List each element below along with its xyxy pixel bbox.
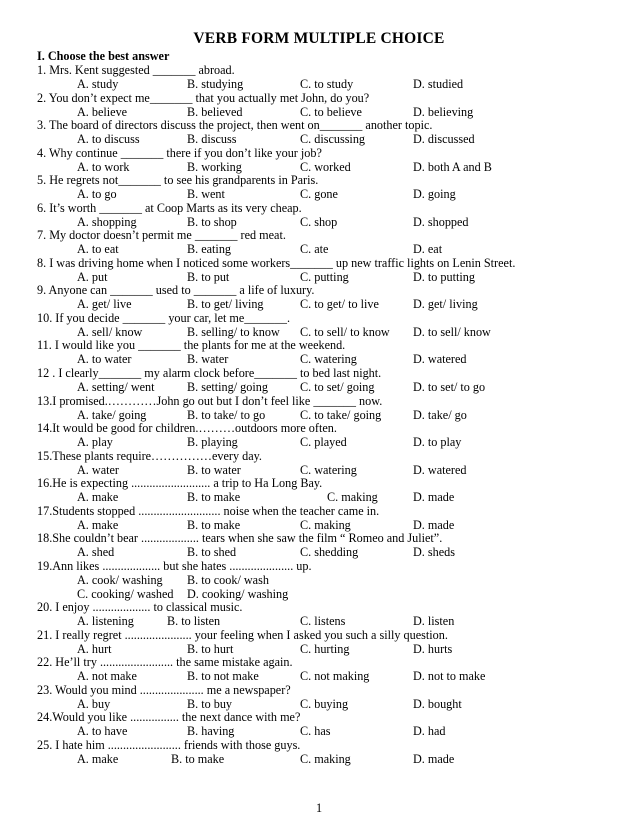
question-item: [37, 558, 627, 601]
answer-option[interactable]: A. sell/ know: [77, 324, 143, 339]
answer-option[interactable]: B. setting/ going: [187, 379, 268, 394]
question-stem: 9. Anyone can _______ used to _______ a life of luxury.: [37, 283, 315, 298]
answer-option[interactable]: D. eat: [413, 242, 443, 257]
answer-option[interactable]: A. listening: [77, 614, 134, 629]
answer-option[interactable]: A. put: [77, 269, 108, 284]
question-item: [37, 504, 627, 533]
answer-option[interactable]: C. to take/ going: [300, 407, 382, 422]
answer-option[interactable]: A. to water: [77, 352, 132, 367]
page-number: 1: [315, 801, 323, 815]
question-item: [37, 600, 627, 629]
answer-option[interactable]: A. make: [77, 517, 119, 532]
answer-option[interactable]: C. hurting: [300, 641, 350, 656]
answer-option[interactable]: D. to set/ to go: [413, 379, 486, 394]
answer-option[interactable]: B. believed: [187, 104, 243, 119]
answer-option[interactable]: B. to hurt: [187, 641, 234, 656]
answer-option[interactable]: C. making: [300, 517, 351, 532]
question-item: [37, 531, 627, 560]
answer-option[interactable]: B. to cook/ wash: [187, 572, 269, 587]
answer-option[interactable]: C. watering: [300, 462, 357, 477]
answer-option[interactable]: B. to water: [187, 462, 241, 477]
question-item: [37, 476, 627, 505]
question-item: [37, 63, 627, 92]
answer-option[interactable]: A. buy: [77, 696, 111, 711]
answer-option[interactable]: B. eating: [187, 242, 232, 257]
question-stem: 1. Mrs. Kent suggested _______ abroad.: [37, 63, 235, 77]
answer-option[interactable]: B. to take/ to go: [187, 407, 266, 422]
answer-option[interactable]: C. to get/ to live: [300, 297, 379, 312]
answer-option[interactable]: C. listens: [300, 614, 346, 629]
question-stem: 23. Would you mind ..................... me a newspaper?: [37, 682, 291, 697]
question-stem: 3. The board of directors discuss the project, then went on_______ another topic.: [37, 118, 433, 133]
answer-option[interactable]: C. worked: [300, 159, 351, 174]
answer-option[interactable]: B. to get/ living: [187, 297, 264, 312]
question-stem: 12 . I clearly_______ my alarm clock before_______ to bed last night.: [37, 365, 382, 380]
answer-option[interactable]: B. to shop: [187, 214, 237, 229]
answer-option[interactable]: C. not making: [300, 669, 370, 684]
question-stem: 19.Ann likes ................... but she hates ..................... up.: [37, 558, 312, 573]
answer-option[interactable]: D. to sell/ know: [413, 324, 491, 339]
question-item: [37, 118, 627, 147]
answer-option[interactable]: D. sheds: [413, 545, 455, 560]
question-item: [37, 228, 627, 257]
answer-option[interactable]: B. to make: [187, 490, 241, 505]
question-stem: 17.Students stopped ........................... noise when the teacher came in.: [37, 503, 380, 518]
answer-option[interactable]: D. made: [413, 517, 455, 532]
answer-option[interactable]: B. to buy: [187, 696, 233, 711]
question-stem: 4. Why continue _______ there if you don’t like your job?: [37, 145, 322, 160]
question-stem: 18.She couldn’t bear ................... tears when she saw the film “ Romeo and Juliet”.: [37, 531, 443, 546]
answer-option[interactable]: C. ate: [300, 242, 329, 257]
answer-option[interactable]: D. shopped: [413, 214, 469, 229]
answer-option[interactable]: A. study: [77, 77, 119, 91]
answer-option[interactable]: B. working: [187, 159, 242, 174]
question-stem: 16.He is expecting .......................... a trip to Ha Long Bay.: [37, 476, 323, 491]
answer-option[interactable]: B. playing: [187, 435, 238, 450]
answer-option[interactable]: D. to play: [413, 435, 462, 450]
answer-option[interactable]: D. studied: [413, 77, 464, 91]
answer-option[interactable]: B. to make: [171, 751, 225, 766]
question-stem: 10. If you decide _______ your car, let me_______.: [37, 310, 291, 325]
answer-option[interactable]: A. to have: [77, 724, 128, 739]
answer-option[interactable]: D. listen: [413, 614, 455, 629]
question-stem: 11. I would like you _______ the plants for me at the weekend.: [37, 338, 346, 353]
answer-option[interactable]: A. make: [77, 751, 119, 766]
answer-option[interactable]: D. made: [413, 490, 455, 505]
answer-option[interactable]: D. watered: [413, 352, 467, 367]
answer-option[interactable]: B. discuss: [187, 132, 237, 147]
answer-option[interactable]: A. cook/ washing: [77, 572, 163, 587]
answer-option[interactable]: B. having: [187, 724, 235, 739]
answer-option[interactable]: A. to eat: [77, 242, 119, 257]
answer-option[interactable]: D. had: [413, 724, 446, 739]
question-stem: 8. I was driving home when I noticed some workers_______ up new traffic lights on Lenin Street.: [37, 255, 516, 270]
question-item: [37, 338, 627, 367]
question-stem: 2. You don’t expect me_______ that you actually met John, do you?: [37, 90, 370, 105]
answer-option[interactable]: D. to putting: [413, 269, 475, 284]
question-stem: 21. I really regret ...................... your feeling when I asked you such a silly question.: [37, 627, 448, 642]
question-item: [37, 421, 627, 450]
question-stem: 14.It would be good for children.………outdoors more often.: [37, 421, 337, 436]
answer-option[interactable]: D. both A and B: [413, 159, 492, 174]
question-stem: 22. He’ll try ........................ the same mistake again.: [37, 655, 293, 670]
answer-option[interactable]: D. made: [413, 751, 455, 766]
answer-option[interactable]: D. not to make: [413, 669, 486, 684]
answer-option[interactable]: A. to discuss: [77, 132, 140, 147]
answer-option[interactable]: C. buying: [300, 696, 349, 711]
answer-option[interactable]: A. believe: [77, 104, 128, 119]
answer-option[interactable]: D. discussed: [413, 132, 475, 147]
question-stem: 25. I hate him ........................ friends with those guys.: [37, 737, 301, 752]
answer-option[interactable]: D. going: [413, 187, 456, 202]
answer-option[interactable]: A. hurt: [77, 641, 112, 656]
question-item: [37, 366, 627, 395]
answer-option[interactable]: B. to make: [187, 517, 241, 532]
question-item: [37, 201, 627, 230]
answer-option[interactable]: C. to sell/ to know: [300, 324, 390, 339]
answer-option[interactable]: A. to work: [77, 159, 130, 174]
page-title: VERB FORM MULTIPLE CHOICE: [193, 30, 445, 47]
answer-option[interactable]: B. water: [187, 352, 229, 367]
question-item: [37, 173, 627, 202]
answer-option[interactable]: C. has: [300, 724, 331, 739]
question-stem: 13.I promised.…………John go out but I don’t feel like _______ now.: [37, 393, 383, 408]
answer-option[interactable]: A. take/ going: [77, 407, 147, 422]
answer-option[interactable]: A. not make: [77, 669, 137, 684]
answer-option[interactable]: C. putting: [300, 269, 349, 284]
answer-option[interactable]: A. setting/ went: [77, 379, 155, 394]
answer-option[interactable]: B. selling/ to know: [187, 324, 280, 339]
answer-option[interactable]: D. bought: [413, 696, 462, 711]
answer-option[interactable]: D. watered: [413, 462, 467, 477]
answer-option[interactable]: C. to study: [300, 77, 354, 91]
answer-option[interactable]: B. to shed: [187, 545, 237, 560]
answer-option[interactable]: D. hurts: [413, 641, 453, 656]
question-item: [37, 394, 627, 423]
question-stem: 7. My doctor doesn’t permit me _______ red meat.: [37, 228, 286, 243]
question-item: [37, 628, 627, 657]
question-item: [37, 683, 627, 712]
answer-option[interactable]: A. shopping: [77, 214, 137, 229]
question-item: [37, 91, 627, 120]
question-stem: 5. He regrets not_______ to see his grandparents in Paris.: [37, 173, 319, 188]
question-stem: 6. It’s worth _______ at Coop Marts as its very cheap.: [37, 200, 302, 215]
answer-option[interactable]: C. played: [300, 435, 347, 450]
answer-option[interactable]: D. cooking/ washing: [187, 586, 289, 601]
answer-option[interactable]: B. studying: [187, 77, 244, 91]
answer-option[interactable]: D. take/ go: [413, 407, 467, 422]
question-item: [37, 283, 627, 312]
answer-option[interactable]: C. shedding: [300, 545, 359, 560]
question-item: [37, 738, 627, 767]
answer-option[interactable]: B. to listen: [167, 614, 221, 629]
answer-option[interactable]: C. making: [300, 751, 351, 766]
question-item: [37, 146, 627, 175]
answer-option[interactable]: C. gone: [300, 187, 338, 202]
question-stem: 24.Would you like ................ the next dance with me?: [37, 710, 301, 725]
answer-option[interactable]: A. shed: [77, 545, 115, 560]
answer-option[interactable]: D. get/ living: [413, 297, 478, 312]
question-item: [37, 449, 627, 478]
answer-option[interactable]: C. to believe: [300, 104, 362, 119]
answer-option[interactable]: A. make: [77, 490, 119, 505]
answer-option[interactable]: A. play: [77, 435, 113, 450]
question-stem: 20. I enjoy ................... to classical music.: [37, 600, 243, 615]
answer-option[interactable]: B. to put: [187, 269, 230, 284]
question-item: [37, 710, 627, 739]
answer-option[interactable]: D. believing: [413, 104, 474, 119]
answer-option[interactable]: C. discussing: [300, 132, 366, 147]
question-stem: 15.These plants require……………every day.: [37, 448, 262, 463]
answer-option[interactable]: B. to not make: [187, 669, 259, 684]
answer-option[interactable]: A. water: [77, 462, 119, 477]
question-item: [37, 655, 627, 684]
question-item: [37, 256, 627, 285]
question-item: [37, 311, 627, 340]
answer-option[interactable]: A. get/ live: [77, 297, 132, 312]
answer-option[interactable]: A. to go: [77, 187, 117, 202]
section-heading: I. Choose the best answer: [37, 49, 170, 63]
answer-option[interactable]: C. cooking/ washed: [77, 586, 174, 601]
answer-option[interactable]: C. watering: [300, 352, 357, 367]
answer-option[interactable]: C. making: [327, 490, 378, 505]
answer-option[interactable]: C. shop: [300, 214, 338, 229]
answer-option[interactable]: C. to set/ going: [300, 379, 375, 394]
answer-option[interactable]: B. went: [187, 187, 225, 202]
